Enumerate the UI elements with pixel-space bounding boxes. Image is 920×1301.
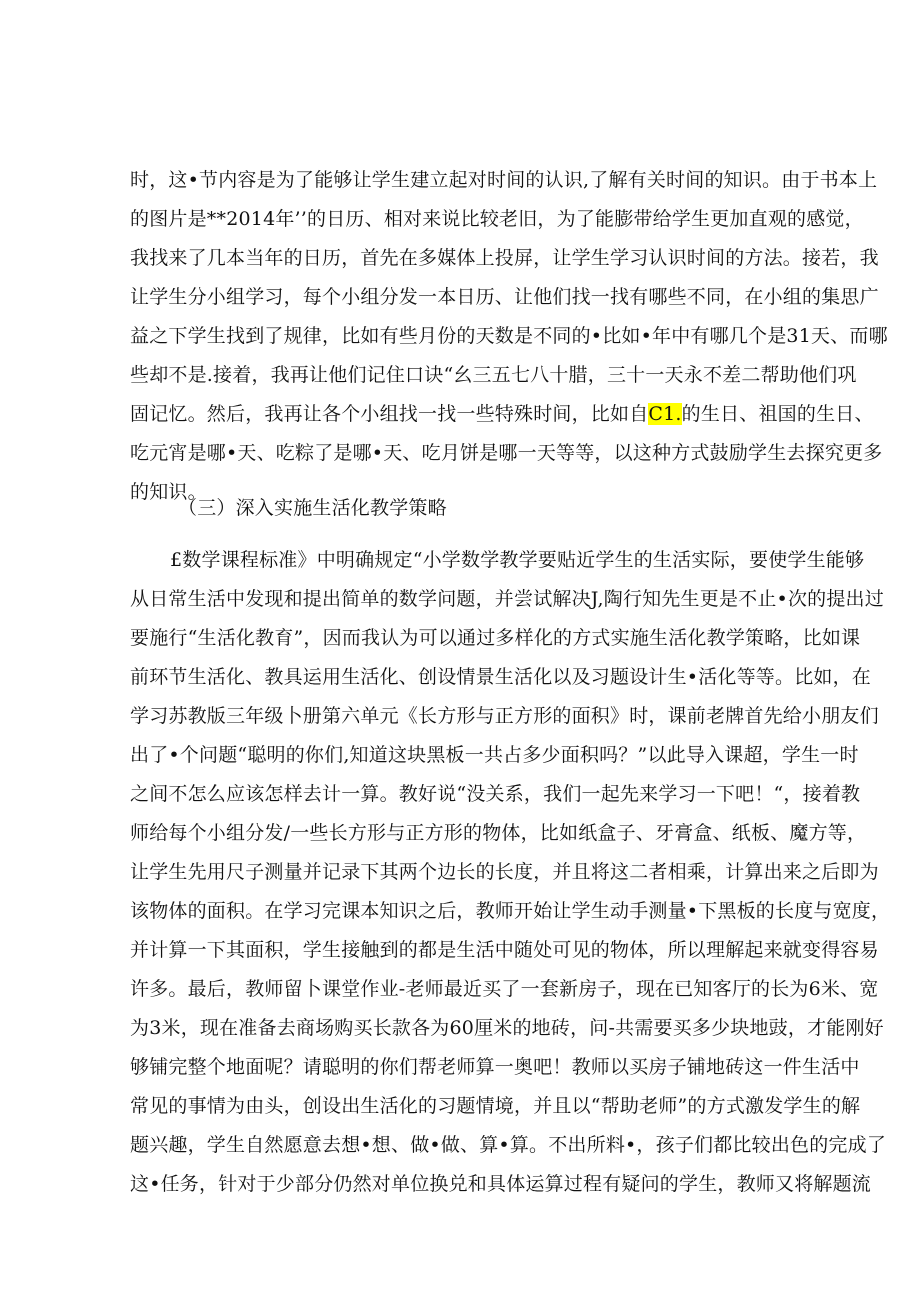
paragraph-line: 的知识。 [130,481,207,503]
paragraph-line: 让学生分小组学习，每个小组分发一本日历、让他们找一找有哪些不同，在小组的集思广 [130,286,879,308]
paragraph-line: 吃元宵是哪•天、吃粽了是哪•天、吃月饼是哪一天等等，以这种方式鼓励学生去探究更多 [130,442,883,464]
paragraph-line: 并计算一下其面积，学生接触到的都是生活中随处可见的物体，所以理解起来就变得容易 [130,939,879,961]
paragraph-line: 这•任务，针对于少部分仍然对单位换兑和具体运算过程有疑问的学生，教师又将解题流 [130,1173,872,1195]
line-text-after-highlight: 的生日、祖国的生日、 [681,403,874,425]
paragraph-line: 前环节生活化、教具运用生活化、创设情景生活化以及习题设计生•活化等等。比如，在 [130,666,872,688]
paragraph-line [130,394,874,434]
paragraph-line: 要施行“生活化教育”，因而我认为可以通过多样化的方式实施生活化教学策略，比如课 [130,627,861,649]
paragraph-line: 些却不是.接着，我再让他们记住口诀“幺三五七八十腊，三十一天永不差二帮助他们巩 [130,364,857,386]
highlighted-text: C1. [648,403,682,425]
paragraph-line: 我找来了几本当年的日历，首先在多媒体上投屏，让学生学习认识时间的方法。接若，我 [130,247,879,269]
paragraph-line: 之间不怎么应该怎样去计一算。教好说“没关系，我们一起先来学习一下吧！“，接着教 [130,783,861,805]
paragraph-line: 该物体的面积。在学习完课本知识之后，教师开始让学生动手测量•下黑板的长度与宽度， [130,900,891,922]
paragraph-line: 够铺完整个地面呢？请聪明的你们帮老师算一奥吧！教师以买房子铺地砖这一件生活中 [130,1056,860,1078]
paragraph-line: 出了•个问题“聪明的你们,知道这块黑板一共占多少面积吗？”以此导入课超，学生一时 [130,744,859,766]
paragraph-line: 学习苏教版三年级卜册第六单元《长方形与正方形的面积》时，课前老牌首先给小朋友们 [130,705,879,727]
paragraph-line: 许多。最后，教师留卜课堂作业-老师最近买了一套新房子，现在已知客厅的长为6米、宽 [130,978,879,1000]
paragraph-line: 益之下学生找到了规律，比如有些月份的天数是不同的•比如•年中有哪几个是31天、而哪 [130,325,888,347]
paragraph-line: 题兴趣，学生自然愿意去想•想、做•做、算•算。不出所料•，孩子们都比较出色的完成了 [130,1134,887,1156]
paragraph-line: 时，这•节内容是为了能够让学生建立起对时间的认识,了解有关时间的知识。由于书本上 [130,169,878,191]
paragraph-line: 从日常生活中发现和提出简单的数学问题，并尝试解决J,陶行知先生更是不止•次的提出过 [130,588,884,610]
line-text-before-highlight: 固记忆。然后，我再让各个小组找一找一些特殊时间，比如自 [130,403,649,425]
paragraph-line: 让学生先用尺子测量并记录下其两个边长的长度，并且将这二者相乘，计算出来之后即为 [130,861,879,883]
section-heading: （三）深入实施生活化教学策略 [178,497,447,519]
paragraph-line: 常见的事情为由头，创设出生活化的习题情境，并且以“帮助老师”的方式激发学生的解 [130,1095,861,1117]
paragraph-line: £数学课程标准》中明确规定“小学数学教学要贴近学生的生活实际，要使学生能够 [170,549,865,571]
paragraph-line: 为3米，现在准备去商场购买长款各为60厘米的地砖，问-共需要买多少块地豉，才能刚好 [130,1017,884,1039]
paragraph-line: 的图片是**2014年’’的日历、相对来说比较老旧，为了能膨带给学生更加直观的感觉， [130,208,864,230]
paragraph-line: 师给每个小组分发/一些长方形与正方形的物体，比如纸盒子、牙膏盒、纸板、魔方等， [130,822,867,844]
